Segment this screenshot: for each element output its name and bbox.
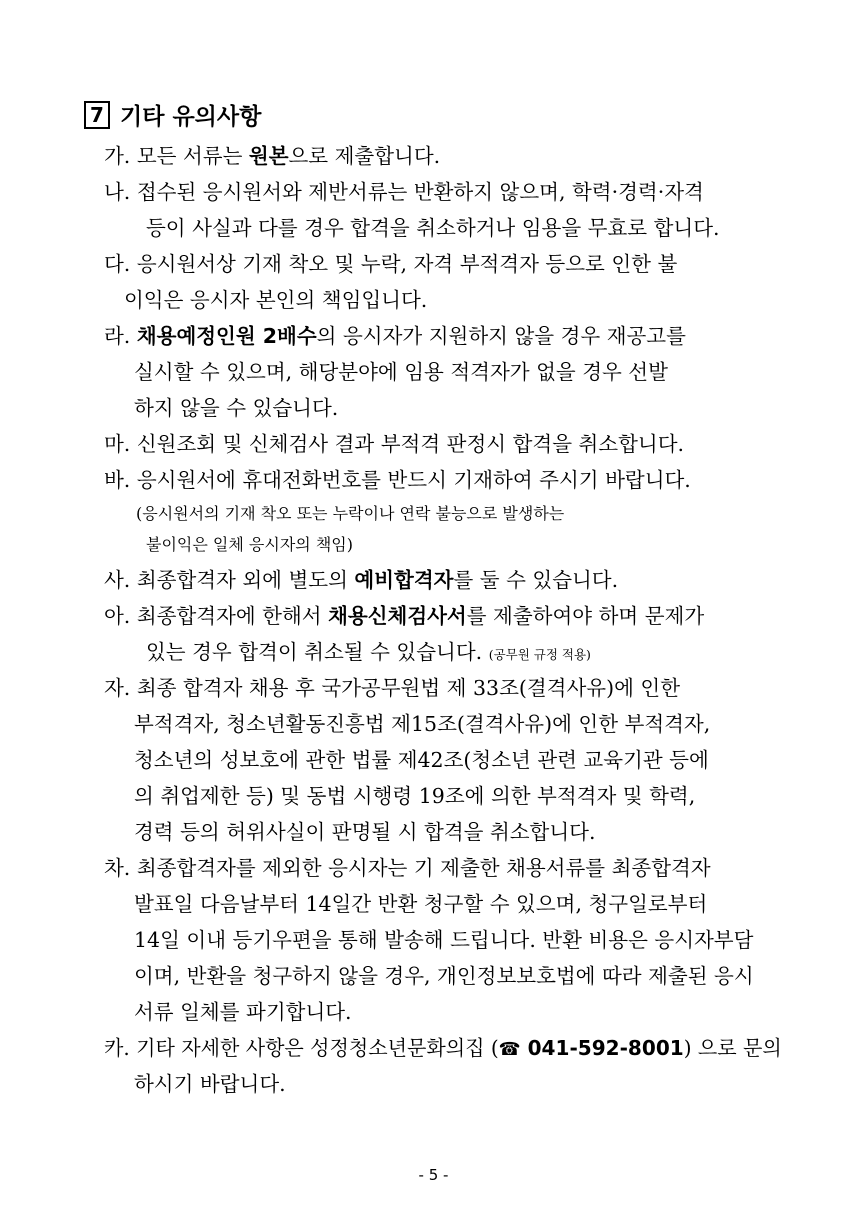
item-cha-line-4: 이며, 반환을 청구하지 않을 경우, 개인정보보호법에 따라 제출된 응시 [134,964,754,988]
item-ba-line-1: 바. 응시원서에 휴대전화번호를 반드시 기재하여 주시기 바랍니다. [104,468,691,492]
emphasis-reserve: 예비합격자 [354,568,454,592]
emphasis-hiring-count: 채용예정인원 2배수 [136,324,317,348]
page-number: - 5 - [418,1166,449,1184]
phone-number: 041-592-8001 [520,1036,684,1060]
emphasis-original: 원본 [248,144,289,168]
item-ka-line-2: 하시기 바랍니다. [134,1072,286,1096]
emphasis-medical-cert: 채용신체검사서 [328,604,467,628]
item-ja-line-5: 경력 등의 허위사실이 판명될 시 합격을 취소합니다. [134,820,596,844]
item-sa-line-1: 사. 최종합격자 외에 별도의 예비합격자를 둘 수 있습니다. [104,568,619,592]
section-title-text: 기타 유의사항 [120,104,262,130]
item-ja-line-2: 부적격자, 청소년활동진흥법 제15조(결격사유)에 인한 부적격자, [134,712,711,736]
item-ja-line-1: 자. 최종 합격자 채용 후 국가공무원법 제 33조(결격사유)에 인한 [104,676,680,700]
item-a-line-1: 아. 최종합격자에 한해서 채용신체검사서를 제출하여야 하며 문제가 [104,604,705,628]
phone-icon: ☎ [498,1039,521,1060]
item-ja-line-4: 의 취업제한 등) 및 동법 시행령 19조에 의한 부적격자 및 학력, [134,784,696,808]
item-ba-note-1: (응시원서의 기재 착오 또는 누락이나 연락 불능으로 발생하는 [136,504,565,523]
rule-note: (공무원 규정 적용) [488,647,591,662]
item-cha-line-2: 발표일 다음날부터 14일간 반환 청구할 수 있으며, 청구일로부터 [134,892,708,916]
item-da-line-1: 다. 응시원서상 기재 착오 및 누락, 자격 부적격자 등으로 인한 불 [104,252,678,276]
item-na-line-1: 나. 접수된 응시원서와 제반서류는 반환하지 않으며, 학력·경력·자격 [104,180,704,204]
item-ra-line-3: 하지 않을 수 있습니다. [134,396,339,420]
item-ja-line-3: 청소년의 성보호에 관한 법률 제42조(청소년 관련 교육기관 등에 [134,748,709,772]
item-ga-line-1: 가. 모든 서류는 원본으로 제출합니다. [104,144,441,168]
item-cha-line-5: 서류 일체를 파기합니다. [134,1000,352,1024]
item-ma-line-1: 마. 신원조회 및 신체검사 결과 부적격 판정시 합격을 취소합니다. [104,432,685,456]
item-ra-line-2: 실시할 수 있으며, 해당분야에 임용 적격자가 없을 경우 선발 [134,360,668,384]
item-ra-line-1: 라. 채용예정인원 2배수의 응시자가 지원하지 않을 경우 재공고를 [104,324,686,348]
item-ka-line-1: 카. 기타 자세한 사항은 성정청소년문화의집 (☎ 041-592-8001) 으로 문의 [104,1036,782,1060]
item-na-line-2: 등이 사실과 다를 경우 합격을 취소하거나 임용을 무효로 합니다. [146,216,720,240]
item-ba-note-2: 불이익은 일체 응시자의 책임) [146,535,353,554]
section-number: 7 [84,101,110,129]
item-cha-line-1: 차. 최종합격자를 제외한 응시자는 기 제출한 채용서류를 최종합격자 [104,856,711,880]
item-da-line-2: 이익은 응시자 본인의 책임입니다. [124,288,428,312]
section-title [84,98,261,131]
item-a-line-2: 있는 경우 합격이 취소될 수 있습니다. (공무원 규정 적용) [146,640,591,664]
item-cha-line-3: 14일 이내 등기우편을 통해 발송해 드립니다. 반환 비용은 응시자부담 [134,928,754,952]
